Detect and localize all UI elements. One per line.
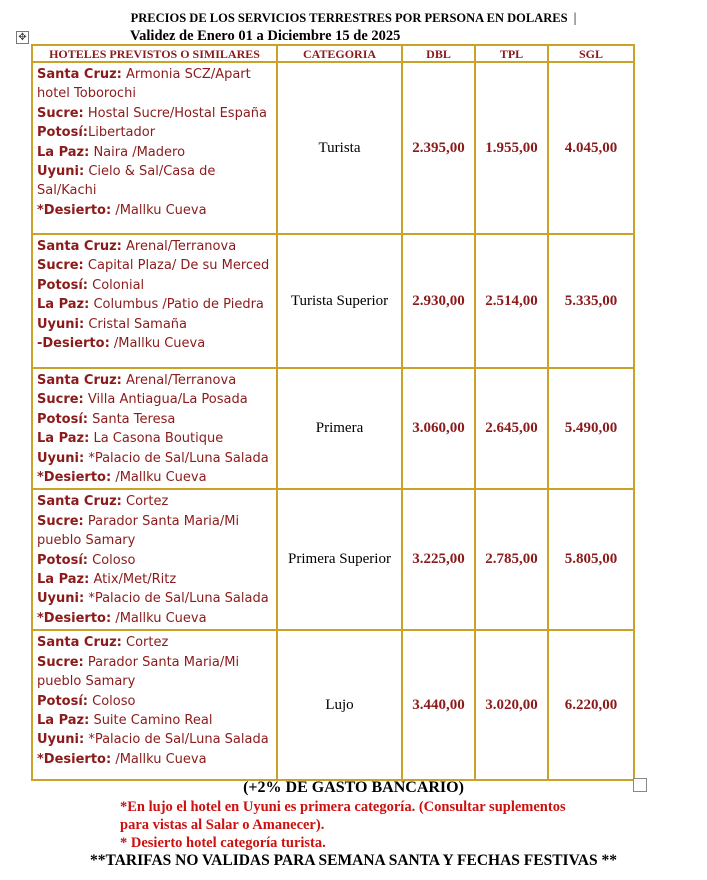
hotel-names: Villa Antiagua/La Posada	[83, 392, 248, 408]
hotel-line	[37, 653, 272, 692]
hotel-line	[37, 449, 272, 468]
table-move-handle-icon[interactable]: ✥	[16, 31, 29, 44]
city-label: *Desierto:	[37, 470, 112, 486]
bank-fee-note: (+2% DE GASTO BANCARIO)	[243, 779, 464, 796]
dbl-price-cell: 2.930,00	[402, 234, 475, 368]
city-label: Potosí:	[37, 411, 88, 427]
hotel-line	[37, 730, 272, 749]
note-line: para vistas al Salar o Amanecer).	[120, 817, 325, 833]
city-label: Uyuni:	[37, 450, 85, 466]
hotel-line	[37, 371, 272, 390]
city-label: La Paz:	[37, 572, 90, 588]
hotel-names: /Mallku Cueva	[109, 336, 206, 352]
category-cell: Turista	[277, 62, 402, 234]
hotel-names: /Mallku Cueva	[111, 202, 207, 218]
footer-warning: **TARIFAS NO VALIDAS PARA SEMANA SANTA Y FECHAS FESTIVAS **	[90, 852, 617, 869]
table-row	[32, 630, 634, 780]
hotel-line	[37, 315, 272, 334]
hotel-names: *Palacio de Sal/Luna Salada	[84, 591, 269, 607]
hotel-names: Cristal Samaña	[84, 316, 188, 332]
tpl-price-cell: 2.514,00	[475, 234, 548, 368]
category-cell: Primera Superior	[277, 489, 402, 630]
hotel-line	[37, 570, 272, 589]
city-label: *Desierto:	[37, 202, 112, 218]
text-cursor: |	[573, 11, 577, 26]
hotel-names: *Palacio de Sal/Luna Salada	[84, 450, 269, 466]
hotel-names: Cortez	[121, 635, 169, 651]
hotel-names: Parador Santa Maria/Mi pueblo Samary	[37, 513, 240, 549]
city-label: Santa Cruz:	[37, 373, 122, 388]
tpl-price-cell: 1.955,00	[475, 62, 548, 234]
hotel-names: Parador Santa Maria/Mi pueblo Samary	[37, 654, 240, 690]
title-text: PRECIOS DE LOS SERVICIOS TERRESTRES POR PERSONA EN DOLARES	[130, 11, 568, 25]
hotel-line	[37, 295, 272, 314]
hotel-names: /Mallku Cueva	[111, 610, 207, 626]
hotel-names: Columbus /Patio de Piedra	[89, 297, 264, 313]
sgl-price-cell: 5.805,00	[548, 489, 634, 630]
hotel-names: Coloso	[88, 552, 136, 568]
hotel-line	[37, 468, 272, 487]
category-cell: Turista Superior	[277, 234, 402, 368]
note-line: *En lujo el hotel en Uyuni es primera categoría. (Consultar suplementos	[120, 799, 566, 815]
hotel-line	[37, 750, 272, 769]
hotel-names: /Mallku Cueva	[111, 751, 207, 767]
hotel-line	[37, 551, 272, 570]
table-row	[32, 234, 634, 368]
hotel-line	[37, 143, 272, 162]
city-label: Potosí:	[37, 693, 88, 709]
hotels-cell	[32, 368, 277, 489]
hotel-names: Cielo & Sal/Casa de Sal/Kachi	[37, 164, 216, 199]
hotel-line	[37, 692, 272, 711]
sgl-price-cell: 4.045,00	[548, 62, 634, 234]
tpl-price-cell: 2.645,00	[475, 368, 548, 489]
sgl-price-cell: 5.490,00	[548, 368, 634, 489]
table-row	[32, 62, 634, 234]
table-header-row	[32, 45, 634, 62]
city-label: Santa Cruz:	[37, 635, 122, 651]
document-title	[0, 11, 707, 27]
city-label: *Desierto:	[37, 610, 112, 626]
notes-block	[120, 798, 566, 852]
dbl-price-cell: 3.060,00	[402, 368, 475, 489]
hotel-names: *Palacio de Sal/Luna Salada	[84, 732, 269, 748]
sgl-price-cell: 6.220,00	[548, 630, 634, 780]
city-label: Potosí:	[37, 125, 88, 141]
hotel-line	[37, 390, 272, 409]
city-label: Uyuni:	[37, 164, 85, 180]
table-body	[32, 62, 634, 780]
header-hotels: HOTELES PREVISTOS O SIMILARES	[32, 45, 277, 62]
city-label: -Desierto:	[37, 336, 110, 352]
city-label: La Paz:	[37, 297, 90, 313]
validity-line: Validez de Enero 01 a Diciembre 15 de 2025	[130, 28, 401, 44]
hotel-names: Colonial	[88, 277, 145, 293]
city-label: Sucre:	[37, 105, 84, 121]
hotel-line	[37, 609, 272, 628]
hotel-names: Armonia SCZ/Apart hotel Toborochi	[37, 67, 251, 102]
city-label: La Paz:	[37, 431, 90, 447]
hotel-line	[37, 711, 272, 730]
category-cell: Primera	[277, 368, 402, 489]
hotels-cell	[32, 489, 277, 630]
hotel-line	[37, 237, 272, 256]
sgl-price-cell: 5.335,00	[548, 234, 634, 368]
dbl-price-cell: 3.440,00	[402, 630, 475, 780]
hotel-names: Hostal Sucre/Hostal España	[83, 105, 268, 121]
city-label: La Paz:	[37, 712, 90, 728]
hotel-names: Cortez	[121, 494, 169, 510]
hotel-line	[37, 256, 272, 275]
header-sgl: SGL	[548, 45, 634, 62]
city-label: Sucre:	[37, 654, 84, 670]
city-label: Sucre:	[37, 513, 84, 529]
tpl-price-cell: 2.785,00	[475, 489, 548, 630]
city-label: Santa Cruz:	[37, 67, 122, 82]
hotel-line	[37, 589, 272, 608]
tpl-price-cell: 3.020,00	[475, 630, 548, 780]
hotel-names: Naira /Madero	[89, 144, 186, 160]
hotels-cell	[32, 630, 277, 780]
header-tpl: TPL	[475, 45, 548, 62]
city-label: Potosí:	[37, 277, 88, 293]
city-label: *Desierto:	[37, 751, 112, 767]
hotel-names: Arenal/Terranova	[121, 239, 237, 254]
hotel-names: Libertador	[88, 125, 156, 141]
hotel-line	[37, 162, 272, 201]
city-label: Sucre:	[37, 258, 84, 274]
hotel-names: Capital Plaza/ De su Merced	[83, 258, 270, 274]
hotel-line	[37, 276, 272, 295]
hotel-line	[37, 429, 272, 448]
hotel-line	[37, 123, 272, 142]
city-label: Potosí:	[37, 552, 88, 568]
dbl-price-cell: 3.225,00	[402, 489, 475, 630]
city-label: Uyuni:	[37, 591, 85, 607]
hotel-names: Atix/Met/Ritz	[89, 572, 177, 588]
table-row	[32, 489, 634, 630]
hotel-line	[37, 410, 272, 429]
hotel-names: Suite Camino Real	[89, 712, 213, 728]
hotel-line	[37, 633, 272, 652]
city-label: La Paz:	[37, 144, 90, 160]
hotel-names: La Casona Boutique	[89, 431, 224, 447]
hotel-line	[37, 201, 272, 220]
hotel-line	[37, 492, 272, 511]
hotel-names: /Mallku Cueva	[111, 470, 207, 486]
hotel-names: Arenal/Terranova	[121, 373, 237, 388]
rates-table	[31, 44, 635, 781]
city-label: Sucre:	[37, 392, 84, 408]
hotel-line	[37, 334, 272, 353]
hotel-line	[37, 65, 272, 104]
hotel-names: Coloso	[88, 693, 136, 709]
hotel-line	[37, 104, 272, 123]
category-cell: Lujo	[277, 630, 402, 780]
hotel-names: Santa Teresa	[88, 411, 176, 427]
city-label: Uyuni:	[37, 732, 85, 748]
note-line: * Desierto hotel categoría turista.	[120, 835, 326, 851]
header-category: CATEGORIA	[277, 45, 402, 62]
hotel-line	[37, 512, 272, 551]
city-label: Santa Cruz:	[37, 494, 122, 510]
city-label: Uyuni:	[37, 316, 85, 332]
table-row	[32, 368, 634, 489]
hotels-cell	[32, 234, 277, 368]
hotels-cell	[32, 62, 277, 234]
city-label: Santa Cruz:	[37, 239, 122, 254]
dbl-price-cell: 2.395,00	[402, 62, 475, 234]
header-dbl: DBL	[402, 45, 475, 62]
